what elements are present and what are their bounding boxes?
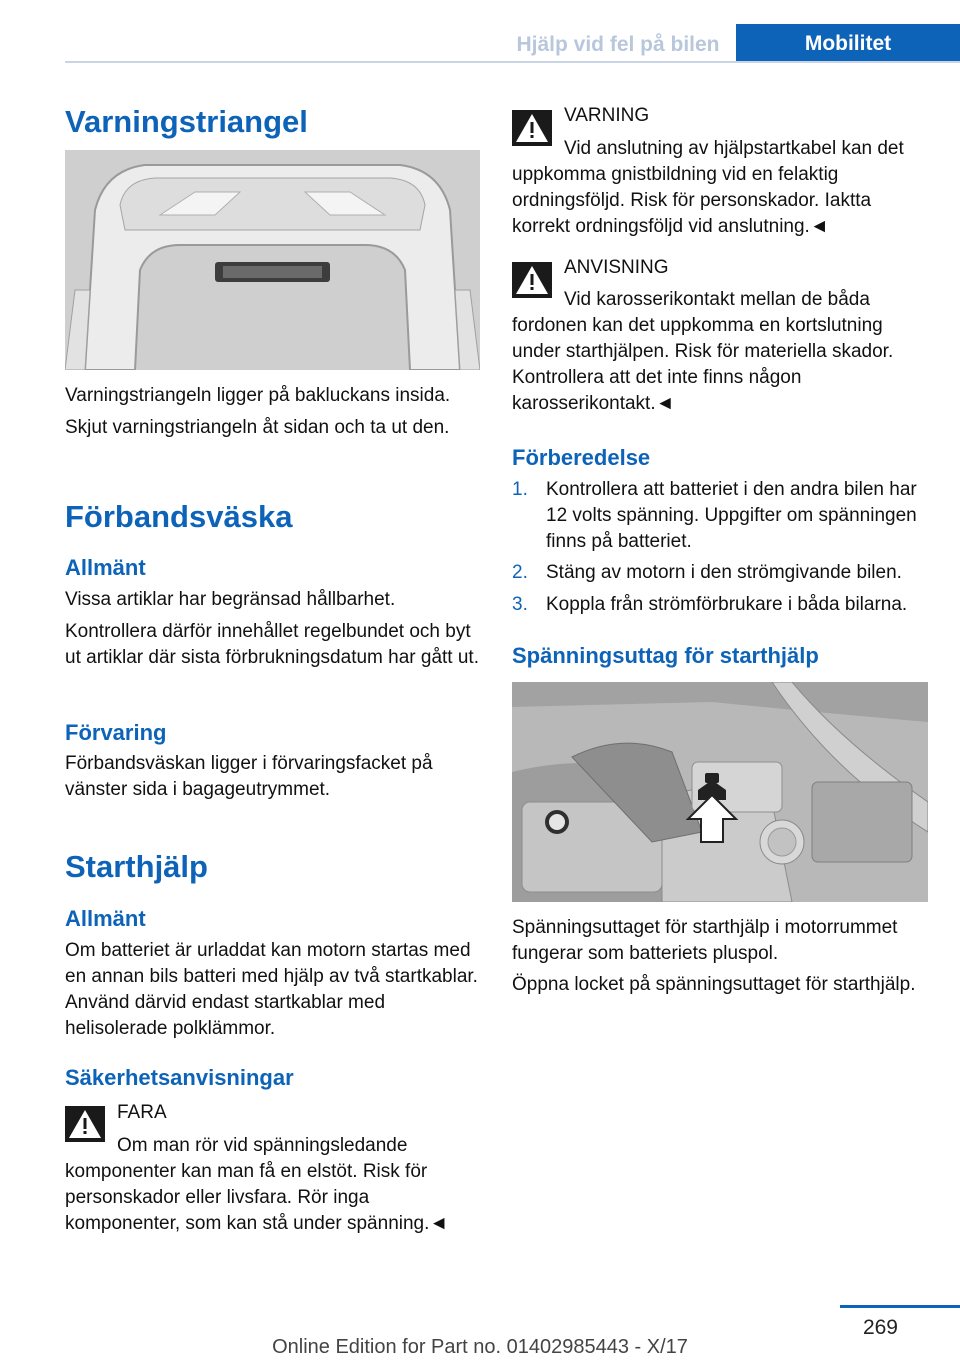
step-text: Stäng av motorn i den strömgivande bilen.: [546, 562, 902, 583]
title-varningstriangel: Varningstriangel: [65, 104, 308, 139]
subtitle-spanningsuttag: Spänningsuttag för starthjälp: [512, 643, 819, 668]
tailgate-illustration: [65, 150, 480, 370]
paragraph-durability: Vissa artiklar har begränsad hållbarhet.: [65, 589, 396, 610]
footer-edition: Online Edition for Part no. 01402985443 - X/17: [272, 1336, 688, 1358]
paragraph-triangle-location: Varningstriangeln ligger på bakluckans insida.: [65, 385, 451, 406]
page-number: 269: [862, 1316, 898, 1339]
paragraph-terminal-location: Spänningsuttaget för starthjälp i motorrummet fungerar som batteriets pluspol.: [512, 917, 898, 964]
subtitle-forberedelse: Förberedelse: [512, 445, 651, 470]
subtitle-forvaring: Förvaring: [65, 720, 167, 745]
figure-tailgate: [65, 150, 480, 370]
header-section-title: Hjälp vid fel på bilen: [516, 33, 720, 56]
paragraph-open-cap: Öppna locket på spänningsuttaget för starthjälp.: [512, 974, 916, 995]
paragraph-jump-start: Om batteriet är urladdat kan motorn startas med en annan bils batteri med hjälp av två startkablar. Använd därvid endast startkablar med helisolerade polklämmor.: [65, 940, 478, 1039]
step-text: Koppla från strömförbrukare i båda bilarna.: [546, 594, 908, 615]
warning-label-fara: FARA: [117, 1102, 167, 1123]
header-rule: [65, 61, 960, 63]
paragraph-check-contents: Kontrollera därför innehållet regelbundet och byt ut artiklar där sista förbrukningsdatum har gått ut.: [65, 621, 479, 668]
subtitle-sakerhetsanvisningar: Säkerhetsanvisningar: [65, 1065, 294, 1090]
title-forbandsvaska: Förbandsväska: [65, 499, 293, 534]
warning-text-fara: Om man rör vid spänningsledande komponenter kan man få en elstöt. Risk för personskador eller livsfara. Rör inga komponenter, som kan stå under spänning.◄: [65, 1135, 449, 1234]
subtitle-allmant-1: Allmänt: [65, 555, 146, 580]
figure-engine-bay: [512, 682, 928, 902]
paragraph-storage: Förbandsväskan ligger i förvaringsfacket på vänster sida i bagageutrymmet.: [65, 753, 433, 800]
title-starthjalp: Starthjälp: [65, 849, 208, 884]
paragraph-triangle-remove: Skjut varningstriangeln åt sidan och ta ut den.: [65, 417, 450, 438]
footer-rule: [840, 1305, 960, 1308]
step-number: 3.: [512, 594, 528, 615]
warning-label-varning: VARNING: [564, 105, 650, 126]
warning-label-anvisning: ANVISNING: [564, 257, 669, 278]
engine-bay-illustration: [512, 682, 928, 902]
subtitle-allmant-2: Allmänt: [65, 906, 146, 931]
step-number: 2.: [512, 562, 528, 583]
warning-text-varning: Vid anslutning av hjälpstartkabel kan det uppkomma gnistbildning vid en felaktig ordningsföljd. Risk för personskador. Iaktta korrekt ordningsföljd vid anslutning.◄: [512, 138, 904, 237]
step-text: Kontrollera att batteriet i den andra bilen har 12 volts spänning. Uppgifter om spänningen finns på batteriet.: [546, 479, 917, 552]
warning-text-anvisning: Vid karosserikontakt mellan de båda fordonen kan det uppkomma en kortslutning under starthjälpen. Risk för materiella skador. Kontrollera att det inte finns någon karosserikontakt.◄: [512, 289, 894, 414]
step-number: 1.: [512, 479, 528, 500]
header-tab-mobilitet[interactable]: Mobilitet: [736, 24, 960, 63]
